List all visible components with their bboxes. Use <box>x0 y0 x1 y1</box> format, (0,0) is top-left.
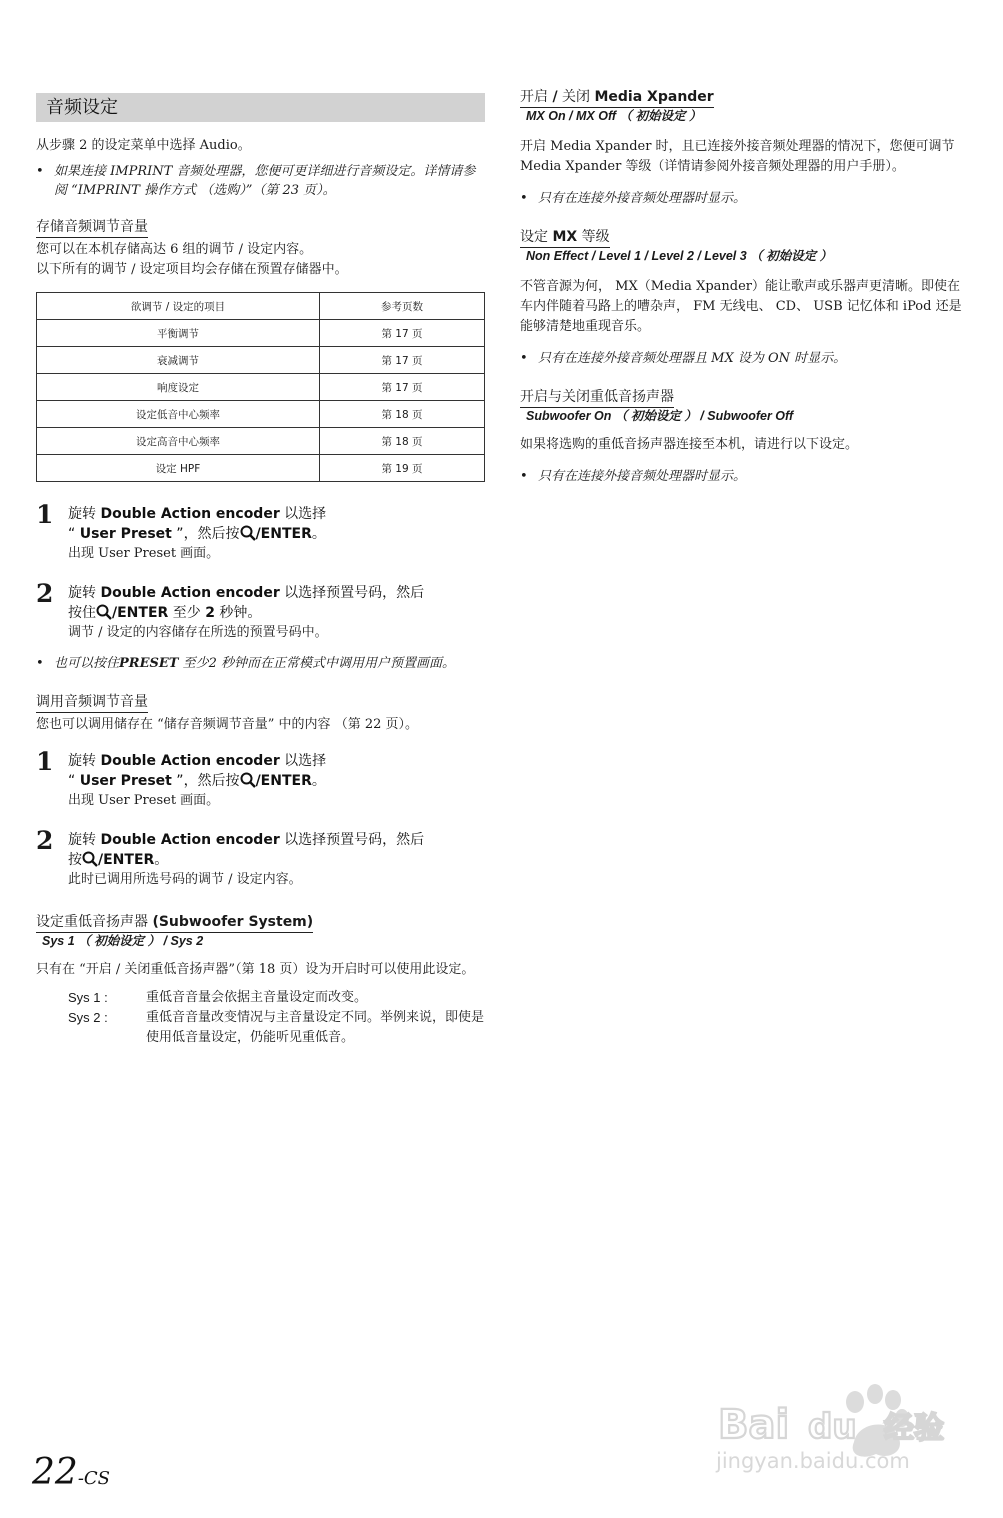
left-column <box>36 93 485 1048</box>
subwoofer-system-body: 只有在 “开启 / 关闭重低音扬声器”（第 18 页）设为开启时可以使用此设定。 <box>36 962 475 977</box>
store-line-1: 您可以在本机存储高达 6 组的调节 / 设定内容。 <box>36 242 313 257</box>
bullet-icon: • <box>36 164 44 179</box>
page-number: 22-CS <box>32 1452 110 1493</box>
recall-step-2 <box>36 826 485 889</box>
right-column <box>520 86 970 486</box>
table-row <box>37 455 485 482</box>
table-header-row <box>37 293 485 320</box>
subwoofer-setting: Subwoofer On （ 初始设定 ） / Subwoofer Off <box>526 409 794 423</box>
step-result: 此时已调用所选号码的调节 / 设定内容。 <box>68 872 302 887</box>
step-number: 2 <box>36 579 54 608</box>
mx-note: • 只有在连接外接音频处理器时显示。 <box>520 191 747 206</box>
baidu-brand-cn: 经验 <box>884 1411 944 1446</box>
search-enter-icon <box>82 851 98 867</box>
table-cell: 第 17 页 <box>320 347 485 374</box>
table-row <box>37 401 485 428</box>
table-row <box>37 428 485 455</box>
table-cell: 设定低音中心频率 <box>37 401 320 428</box>
subwoofer-note: • 只有在连接外接音频处理器时显示。 <box>520 469 747 484</box>
step-instruction: 旋转 Double Action encoder 以选择预置号码，然后 按住 /ENTER 至少 2 秒钟。 <box>68 585 425 621</box>
table-cell: 设定高音中心频率 <box>37 428 320 455</box>
table-cell: 第 19 页 <box>320 455 485 482</box>
mx-setting: MX On / MX Off （ 初始设定 ） <box>526 109 702 123</box>
step-number: 1 <box>36 747 54 776</box>
step-number: 1 <box>36 500 54 529</box>
store-step-2 <box>36 579 485 642</box>
table-cell: 第 18 页 <box>320 428 485 455</box>
step-number: 2 <box>36 826 54 855</box>
step-instruction: 旋转 Double Action encoder 以选择 “ User Preset ”，然后按 /ENTER。 <box>68 506 327 542</box>
step-instruction: 旋转 Double Action encoder 以选择 “ User Preset ”，然后按 /ENTER。 <box>68 753 327 789</box>
step-result: 出现 User Preset 画面。 <box>68 793 220 808</box>
store-line-2: 以下所有的调节 / 设定项目均会存储在预置存储器中。 <box>36 262 348 277</box>
table-cell: 衰减调节 <box>37 347 320 374</box>
table-cell: 响度设定 <box>37 374 320 401</box>
subwoofer-heading: 开启与关闭重低音扬声器 <box>520 389 674 408</box>
mx-heading: 开启 / 关闭 Media Xpander <box>520 89 714 108</box>
step-result: 调节 / 设定的内容储存在所选的预置号码中。 <box>68 625 328 640</box>
table-row <box>37 320 485 347</box>
table-row <box>37 347 485 374</box>
baidu-url: jingyan.baidu.com <box>716 1449 910 1473</box>
bullet-icon: • <box>520 351 528 366</box>
table-cell: 第 18 页 <box>320 401 485 428</box>
baidu-brand-right: du <box>808 1407 857 1447</box>
subwoofer-system-heading: 设定重低音扬声器 (Subwoofer System) <box>36 914 313 933</box>
bullet-icon: • <box>520 469 528 484</box>
baidu-watermark <box>712 1372 972 1480</box>
subwoofer-system-setting: Sys 1 （ 初始设定 ） / Sys 2 <box>42 934 204 948</box>
bullet-icon: • <box>520 191 528 206</box>
store-step-1 <box>36 500 485 563</box>
subwoofer-body: 如果将选购的重低音扬声器连接至本机，请进行以下设定。 <box>520 437 859 452</box>
mx-level-heading: 设定 MX 等级 <box>520 229 610 248</box>
mx-level-body: 不管音源为何， MX（Media Xpander）能让歌声或乐器声更清晰。即使在车内伴随着马路上的嘈杂声， FM 无线电、 CD、 USB 记忆体和 iPod 还是能够清楚地重现音乐。 <box>520 279 962 334</box>
table-row <box>37 374 485 401</box>
bullet-icon: • <box>36 656 44 671</box>
table-cell: 第 17 页 <box>320 374 485 401</box>
table-header-item: 欲调节 / 设定的项目 <box>37 293 320 320</box>
intro-note: • 如果连接 IMPRINT 音频处理器，您便可更详细进行音频设定。详情请参阅 “IMPRINT 操作方式 （选购）”（第 23 页）。 <box>36 164 476 198</box>
search-enter-icon <box>240 772 256 788</box>
recall-step-1 <box>36 747 485 810</box>
table-header-page: 参考页数 <box>320 293 485 320</box>
table-cell: 设定 HPF <box>37 455 320 482</box>
baidu-brand-left: Bai <box>718 1402 790 1448</box>
definition-row: Sys 2 : 重低音音量改变情况与主音量设定不同。举例来说，即使是使用低音量设定，仍能听见重低音。 <box>68 1010 485 1045</box>
table-cell: 第 17 页 <box>320 320 485 347</box>
intro-text: 从步骤 2 的设定菜单中选择 Audio。 <box>36 138 251 153</box>
definition-row: Sys 1 : 重低音音量会依据主音量设定而改变。 <box>68 990 368 1005</box>
step-instruction: 旋转 Double Action encoder 以选择预置号码，然后 按 /ENTER。 <box>68 832 425 868</box>
reference-table <box>36 292 485 482</box>
search-enter-icon <box>96 604 112 620</box>
store-heading: 存储音频调节音量 <box>36 219 148 238</box>
search-enter-icon <box>240 525 256 541</box>
preset-note: • 也可以按住PRESET 至少2 秒钟而在正常模式中调用用户预置画面。 <box>36 656 456 671</box>
mx-level-setting: Non Effect / Level 1 / Level 2 / Level 3 （ 初始设定 ） <box>526 249 833 263</box>
table-cell: 平衡调节 <box>37 320 320 347</box>
step-result: 出现 User Preset 画面。 <box>68 546 220 561</box>
mx-body: 开启 Media Xpander 时，且已连接外接音频处理器的情况下，您便可调节 Media Xpander 等级（详情请参阅外接音频处理器的用户手册）。 <box>520 139 955 174</box>
recall-heading: 调用音频调节音量 <box>36 694 148 713</box>
sys-definitions <box>36 988 485 1048</box>
section-title: 音频设定 <box>36 93 485 122</box>
recall-line-1: 您也可以调用储存在 “储存音频调节音量” 中的内容 （第 22 页）。 <box>36 717 418 732</box>
mx-level-note: • 只有在连接外接音频处理器且 MX 设为 ON 时显示。 <box>520 351 847 366</box>
